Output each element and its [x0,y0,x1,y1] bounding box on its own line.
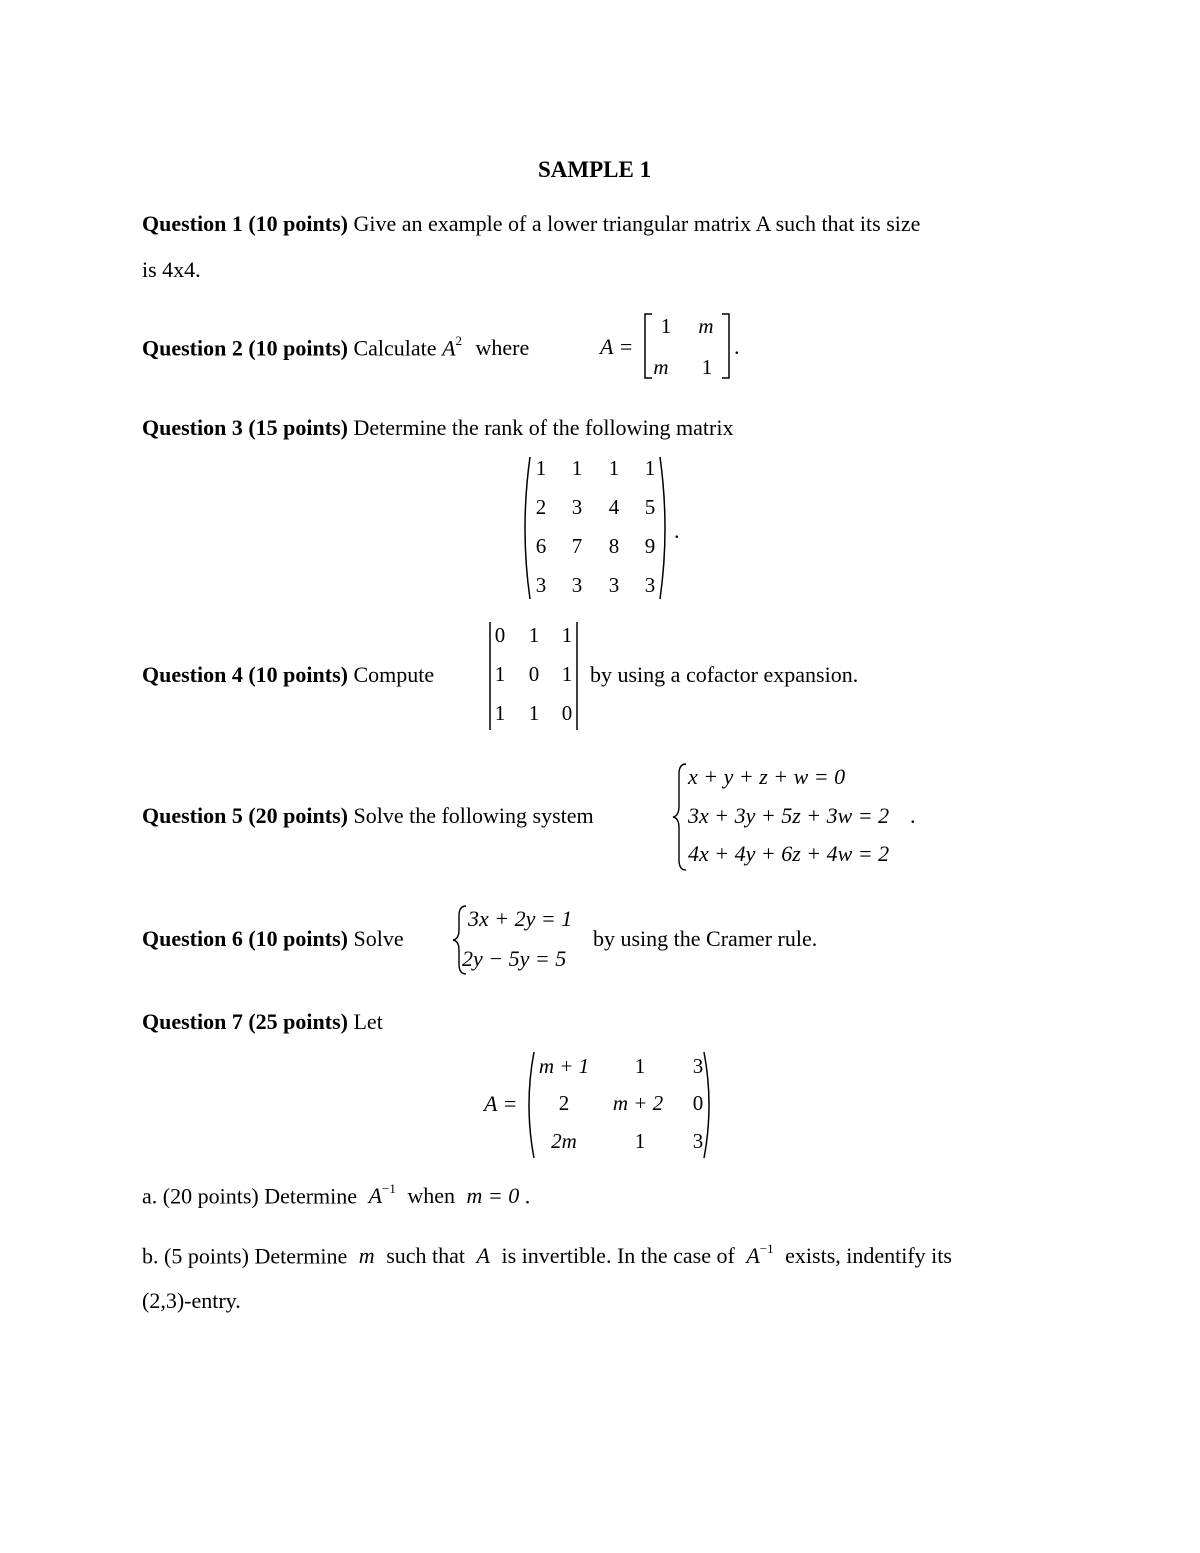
matrix-cell: 8 [608,534,620,558]
question-6-equation: 2y − 5y = 5 [462,946,567,971]
question-7-part-b-line2: (2,3)-entry. [142,1288,241,1313]
matrix-cell: 1 [528,623,540,647]
question-3 [142,417,733,439]
question-2-exp: 2 [455,333,463,348]
matrix-cell: 1 [571,456,583,480]
part-a-var: A [368,1183,383,1209]
question-7-part-b [142,1241,952,1269]
matrix-cell: 1 [634,1054,646,1078]
question-6-label: Question 6 (10 points) [142,926,348,951]
question-5-equation: 3x + 3y + 5z + 3w = 2 [688,803,890,828]
part-b-mid: is invertible. In the case of [501,1243,735,1269]
question-7 [142,1011,383,1033]
part-a-end: . [524,1183,531,1209]
matrix-cell: 1 [535,456,547,480]
question-5-label: Question 5 (20 points) [142,803,348,828]
question-5-text: Solve the following system [353,803,594,828]
part-b-var2: A [746,1243,760,1269]
question-2-matrix-cell: m [653,355,669,379]
matrix-cell: 3 [692,1129,704,1153]
matrix-cell: 5 [644,495,656,519]
matrix-cell: 4 [608,495,620,519]
part-b-exp: −1 [759,1241,774,1256]
question-5-equation: 4x + 4y + 6z + 4w = 2 [688,841,890,866]
matrix-cell: 1 [608,456,620,480]
part-b-such: such that [386,1243,466,1269]
question-7-text: Let [353,1009,383,1034]
question-5 [142,805,594,827]
question-7-label: Question 7 (25 points) [142,1009,348,1034]
question-4-label: Question 4 (10 points) [142,662,348,687]
question-2 [142,333,530,361]
question-1-line2: is 4x4. [142,257,201,282]
question-2-var: A [442,335,456,361]
question-6-equation: 3x + 2y = 1 [468,906,573,931]
matrix-cell: 0 [692,1091,704,1115]
question-2-text: Calculate [353,335,437,361]
question-1-label: Question 1 (10 points) [142,211,348,236]
matrix-cell: 3 [692,1054,704,1078]
matrix-cell: 3 [644,573,656,597]
question-2-lhs [600,336,633,358]
question-2-end: . [734,334,740,359]
matrix-cell: 2 [535,495,547,519]
matrix-cell: 1 [634,1129,646,1153]
matrix-cell: 3 [571,495,583,519]
matrix-cell: 6 [535,534,547,558]
question-3-label: Question 3 (15 points) [142,415,348,440]
part-a-when: when [407,1183,456,1209]
question-6 [142,928,404,950]
part-a-cond: m = 0 [466,1183,520,1209]
page-title: SAMPLE 1 [538,157,652,182]
question-2-matrix-cell: m [698,314,714,338]
matrix-cell: 1 [494,662,506,686]
part-b-m: m [358,1243,375,1269]
question-2-where: where [475,335,530,361]
matrix-cell: 1 [561,623,573,647]
matrix-cell: 1 [561,662,573,686]
matrix-cell: 3 [571,573,583,597]
part-a-exp: −1 [382,1181,396,1196]
question-5-equation: x + y + z + w = 0 [688,764,846,789]
question-6-after: by using the Cramer rule. [593,926,818,951]
matrix-cell: 7 [571,534,583,558]
question-2-lhs-text: A = [600,334,634,359]
question-2-matrix-cell: 1 [660,314,672,338]
question-4 [142,664,434,686]
matrix-cell: m + 2 [612,1091,664,1115]
question-5-end: . [910,803,916,828]
question-4-text: Compute [353,662,435,687]
question-1 [142,213,920,235]
matrix-cell: 0 [561,701,573,725]
matrix-cell: 2m [551,1129,577,1153]
matrix-cell: 3 [608,573,620,597]
question-7-lhs: A = [484,1091,518,1116]
question-7-part-a [142,1181,531,1209]
part-b-prefix: b. (5 points) Determine [142,1243,348,1269]
question-1-text: Give an example of a lower triangular matrix A such that its size [353,211,921,236]
matrix-cell: 2 [558,1091,570,1115]
matrix-cell: m + 1 [538,1054,590,1078]
part-a-prefix: a. (20 points) Determine [142,1183,358,1209]
matrix-cell: 9 [644,534,656,558]
matrix-cell: 1 [644,456,656,480]
question-6-text: Solve [353,926,404,951]
matrix-cell: 0 [528,662,540,686]
matrix-cell: 1 [494,701,506,725]
question-2-label: Question 2 (10 points) [142,335,348,361]
matrix-cell: 0 [494,623,506,647]
matrix-cell: 1 [528,701,540,725]
question-2-matrix-cell: 1 [701,355,713,379]
matrix-cell: 3 [535,573,547,597]
part-b-tail: exists, indentify its [785,1243,952,1269]
question-3-end: . [674,518,680,543]
part-b-var: A [476,1243,490,1269]
question-3-text: Determine the rank of the following matrix [353,415,734,440]
question-4-after: by using a cofactor expansion. [590,662,859,687]
